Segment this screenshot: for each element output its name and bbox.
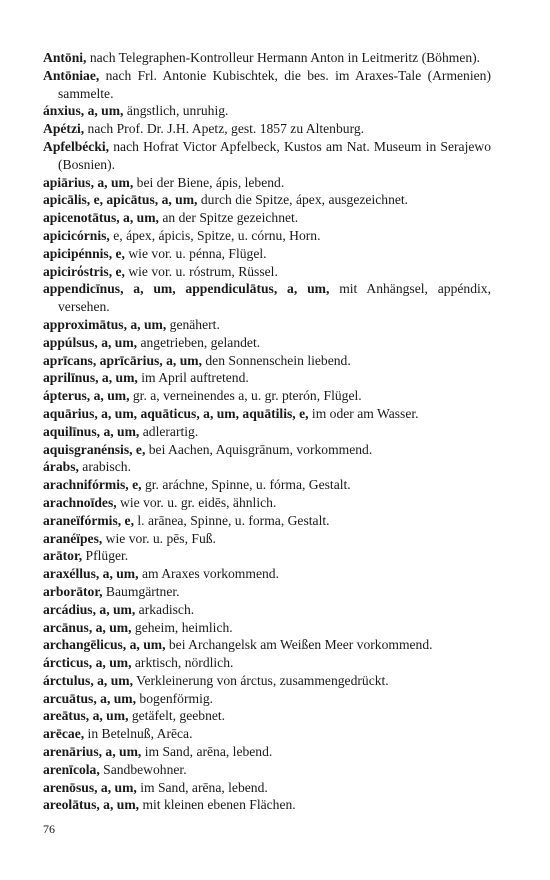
entry-lemma: aquisgranénsis, e, — [43, 441, 146, 457]
entry-definition: mit Anhängsel, appéndix, versehen. — [58, 281, 491, 315]
dictionary-entry — [43, 654, 491, 672]
entry-lemma: arborātor, — [43, 583, 103, 599]
entry-definition: im Sand, arēna, lebend. — [136, 779, 268, 795]
dictionary-entry — [43, 565, 491, 583]
entry-definition: Baumgärtner. — [102, 583, 180, 599]
entry-lemma: aquārius, a, um, aquāticus, a, um, aquātilis, e, — [43, 405, 309, 421]
dictionary-entry — [43, 672, 491, 690]
dictionary-entry — [43, 743, 491, 761]
dictionary-entry — [43, 636, 491, 654]
dictionary-entry — [43, 49, 491, 67]
entry-definition: arabisch. — [78, 459, 131, 475]
entry-definition: e, ápex, ápicis, Spitze, u. córnu, Horn. — [109, 227, 321, 243]
dictionary-entry — [43, 138, 491, 174]
entry-definition: an der Spitze gezeichnet. — [158, 210, 299, 226]
entry-definition: angetrieben, gelandet. — [137, 334, 261, 350]
dictionary-entry — [43, 476, 491, 494]
entry-lemma: arachnoīdes, — [43, 494, 117, 510]
entry-definition: nach Telegraphen-Kontrolleur Hermann Anton in Leitmeritz (Böhmen). — [86, 50, 481, 65]
entry-definition: nach Hofrat Victor Apfelbeck, Kustos am Nat. Museum in Serajewo (Bosnien). — [58, 138, 491, 172]
entry-lemma: ánxius, a, um, — [43, 103, 124, 119]
entry-definition: wie vor. u. pēs, Fuß. — [102, 530, 216, 546]
entry-lemma: árabs, — [43, 459, 79, 475]
entry-definition: im April auftretend. — [137, 370, 249, 386]
dictionary-entry — [43, 263, 491, 281]
entry-lemma: arcuātus, a, um, — [43, 690, 137, 706]
entry-definition: genähert. — [166, 316, 220, 332]
dictionary-entry — [43, 441, 491, 459]
entry-lemma: araxéllus, a, um, — [43, 566, 139, 582]
entry-lemma: aquilīnus, a, um, — [43, 423, 140, 439]
dictionary-entry — [43, 512, 491, 530]
entry-lemma: areātus, a, um, — [43, 708, 129, 724]
dictionary-entry — [43, 423, 491, 441]
dictionary-entry — [43, 547, 491, 565]
dictionary-entry — [43, 530, 491, 548]
entry-lemma: apicipénnis, e, — [43, 245, 125, 261]
entry-definition: nach Prof. Dr. J.H. Apetz, gest. 1857 zu Altenburg. — [84, 121, 365, 137]
dictionary-entry — [43, 583, 491, 601]
entry-definition: adlerartig. — [139, 423, 199, 439]
entry-definition: durch die Spitze, ápex, ausgezeichnet. — [197, 192, 409, 208]
entry-definition: im oder am Wasser. — [308, 405, 419, 421]
dictionary-entry — [43, 120, 491, 138]
dictionary-entry — [43, 245, 491, 263]
dictionary-entry — [43, 387, 491, 405]
entry-definition: l. arānea, Spinne, u. forma, Gestalt. — [133, 512, 330, 528]
entry-lemma: Antōniae, — [43, 67, 100, 83]
entry-lemma: árcticus, a, um, — [43, 655, 132, 671]
entry-lemma: apicirόstris, e, — [43, 263, 125, 279]
dictionary-entry — [43, 209, 491, 227]
entry-list — [43, 49, 491, 814]
entry-lemma: aprilīnus, a, um, — [43, 370, 138, 386]
entry-definition: bogenförmig. — [136, 690, 214, 706]
entry-lemma: arcānus, a, um, — [43, 619, 132, 635]
entry-definition: gr. a, verneinendes a, u. gr. pterón, Flügel. — [129, 388, 362, 404]
entry-lemma: araneïfórmis, e, — [43, 512, 134, 528]
entry-definition: geheim, heimlich. — [131, 619, 233, 635]
entry-definition: wie vor. u. pénna, Flügel. — [124, 245, 267, 261]
entry-definition: ängstlich, unruhig. — [123, 103, 229, 119]
entry-lemma: appúlsus, a, um, — [43, 334, 138, 350]
entry-lemma: approximātus, a, um, — [43, 316, 167, 332]
entry-lemma: apicicórnis, — [43, 227, 110, 243]
entry-definition: gr. aráchne, Spinne, u. fórma, Gestalt. — [141, 477, 351, 493]
dictionary-entry — [43, 458, 491, 476]
dictionary-entry — [43, 191, 491, 209]
entry-definition: Sandbewohner. — [99, 761, 187, 777]
entry-lemma: Apfelbécki, — [43, 138, 110, 154]
dictionary-entry — [43, 405, 491, 423]
entry-lemma: aranéïpes, — [43, 530, 103, 546]
entry-lemma: aprīcans, aprīcārius, a, um, — [43, 352, 202, 368]
entry-definition: am Araxes vorkommend. — [138, 566, 279, 582]
entry-lemma: arachnifórmis, e, — [43, 477, 142, 493]
entry-definition: nach Frl. Antonie Kubischtek, die bes. im Araxes-Tale (Armenien) sammelte. — [58, 67, 491, 101]
entry-definition: Pflüger. — [82, 548, 129, 564]
dictionary-entry — [43, 174, 491, 192]
entry-definition: arktisch, nördlich. — [131, 655, 234, 671]
entry-lemma: archangēlicus, a, um, — [43, 637, 166, 653]
dictionary-entry — [43, 227, 491, 245]
dictionary-entry — [43, 369, 491, 387]
entry-definition: wie vor. u. gr. eidēs, ähnlich. — [116, 494, 277, 510]
entry-definition: arkadisch. — [135, 601, 195, 617]
entry-lemma: arcádius, a, um, — [43, 601, 136, 617]
entry-lemma: apicālis, e, apicātus, a, um, — [43, 192, 198, 208]
entry-lemma: Apétzi, — [43, 121, 85, 137]
page-number: 76 — [43, 822, 55, 836]
dictionary-entry — [43, 67, 491, 103]
entry-definition: Verkleinerung von árctus, zusammengedrückt. — [133, 672, 389, 688]
entry-definition: bei der Biene, ápis, lebend. — [133, 174, 285, 190]
dictionary-entry — [43, 725, 491, 743]
dictionary-entry — [43, 601, 491, 619]
entry-lemma: arenōsus, a, um, — [43, 779, 137, 795]
entry-lemma: areolātus, a, um, — [43, 797, 140, 813]
dictionary-entry — [43, 619, 491, 637]
dictionary-entry — [43, 707, 491, 725]
entry-definition: den Sonnenschein liebend. — [201, 352, 351, 368]
entry-lemma: apicenotātus, a, um, — [43, 210, 159, 226]
entry-definition: getäfelt, geebnet. — [128, 708, 226, 724]
dictionary-entry — [43, 761, 491, 779]
entry-lemma: Antōni, — [43, 50, 87, 65]
dictionary-entry — [43, 102, 491, 120]
dictionary-entry — [43, 352, 491, 370]
entry-definition: in Betelnuß, Arēca. — [84, 726, 193, 742]
dictionary-entry — [43, 779, 491, 797]
entry-definition: wie vor. u. róstrum, Rüssel. — [124, 263, 278, 279]
dictionary-entry — [43, 316, 491, 334]
entry-lemma: ápterus, a, um, — [43, 388, 130, 404]
entry-lemma: arenārius, a, um, — [43, 744, 142, 760]
dictionary-entry — [43, 690, 491, 708]
entry-lemma: apiārius, a, um, — [43, 174, 134, 190]
entry-lemma: árctulus, a, um, — [43, 672, 134, 688]
entry-definition: mit kleinen ebenen Flächen. — [139, 797, 296, 813]
entry-definition: bei Aachen, Aquisgrānum, vorkommend. — [145, 441, 373, 457]
dictionary-entry — [43, 334, 491, 352]
dictionary-entry — [43, 494, 491, 512]
dictionary-entry — [43, 796, 491, 814]
entry-lemma: arenīcola, — [43, 761, 100, 777]
entry-lemma: arēcae, — [43, 726, 85, 742]
entry-lemma: appendicīnus, a, um, appendiculātus, a, um, — [43, 281, 330, 297]
entry-definition: im Sand, arēna, lebend. — [141, 744, 273, 760]
entry-definition: bei Archangelsk am Weißen Meer vorkommend. — [165, 637, 433, 653]
dictionary-entry — [43, 280, 491, 316]
entry-lemma: arātor, — [43, 548, 83, 564]
